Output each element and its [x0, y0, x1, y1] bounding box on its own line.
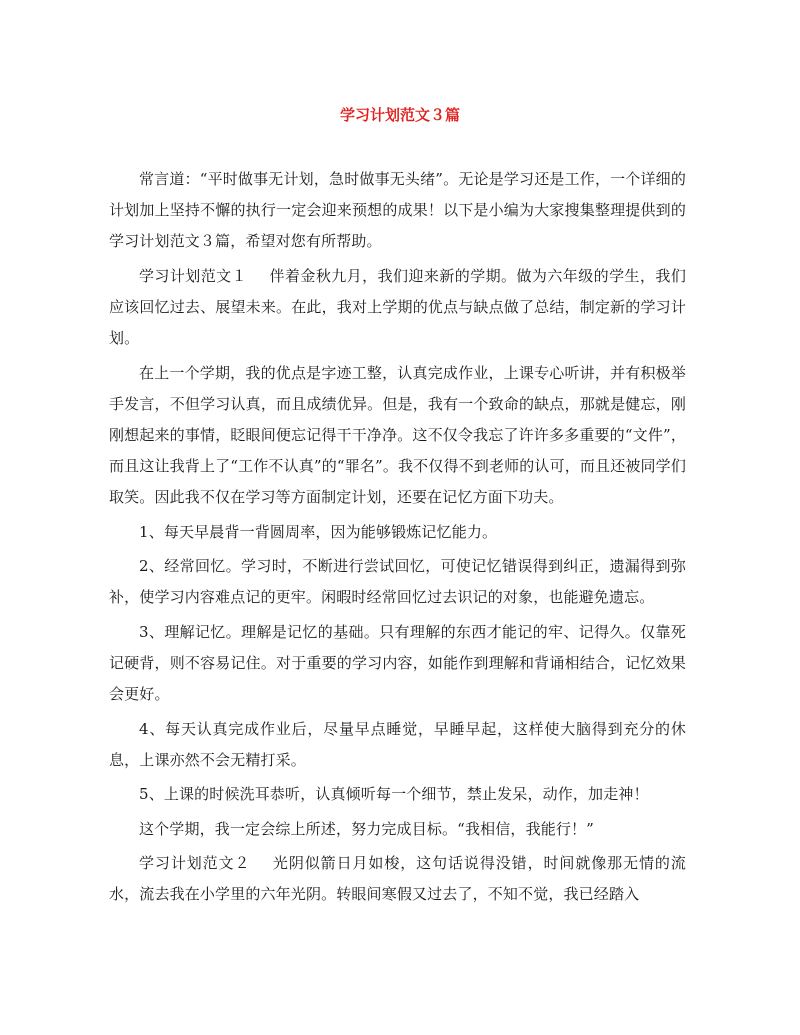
paragraph-conclusion [109, 814, 686, 845]
list-item-3 [109, 617, 686, 711]
paragraph-sample-2-intro [109, 848, 686, 910]
list-item-5 [109, 779, 686, 810]
paragraph-text: 5、上课的时候洗耳恭听，认真倾听每一个细节，禁止发呆，动作，加走神！ [139, 785, 649, 804]
paragraph-text: 在上一个学期，我的优点是字迹工整，认真完成作业，上课专心听讲，并有积极举手发言，不但学习认真，而且成绩优异。但是，我有一个致命的缺点，那就是健忘，刚刚想起来的事情，眨眼间便忘记得干干净净。这不仅令我忘了许许多多重要的“文件”，而且这让我背上了“工作不认真”的“罪名”。我不仅得不到老师的认可，而且还被同学们取笑。因此我不仅在学习等方面制定计划，还要在记忆方面下功夫。 [109, 363, 686, 507]
document-body [109, 164, 686, 914]
section-label: 学习计划范文２ [139, 853, 251, 872]
paragraph-text: 2、经常回忆。学习时，不断进行尝试回忆，可使记忆错误得到纠正，遗漏得到弥补，使学习内容难点记的更牢。闲暇时经常回忆过去识记的对象，也能避免遗忘。 [109, 557, 686, 607]
paragraph-intro [109, 164, 686, 258]
paragraph-sample-1-intro [109, 261, 686, 355]
document-title: 学习计划范文３篇 [339, 106, 460, 124]
list-item-2 [109, 551, 686, 613]
paragraph-text: 常言道：“平时做事无计划，急时做事无头绪”。无论是学习还是工作，一个详细的计划加上坚持不懈的执行一定会迎来预想的成果！以下是小编为大家搜集整理提供到的学习计划范文３篇，希望对您有所帮助。 [109, 170, 686, 251]
list-item-4 [109, 714, 686, 776]
paragraph-text: 3、理解记忆。理解是记忆的基础。只有理解的东西才能记的牢、记得久。仅靠死记硬背，则不容易记住。对于重要的学习内容，如能作到理解和背诵相结合，记忆效果会更好。 [109, 622, 686, 704]
paragraph-text: 这个学期，我一定会综上所述，努力完成目标。“我相信，我能行！” [139, 819, 594, 838]
section-label: 学习计划范文１ [139, 266, 248, 285]
list-item-1 [109, 517, 686, 548]
paragraph-text: 4、每天认真完成作业后，尽量早点睡觉，早睡早起，这样使大脑得到充分的休息，上课亦然不会无精打采。 [109, 719, 686, 769]
paragraph-text: 伴着金秋九月，我们迎来新的学期。做为六年级的学生，我们应该回忆过去、展望未来。在此，我对上学期的优点与缺点做了总结，制定新的学习计划。 [109, 266, 686, 348]
paragraph-reflection [109, 358, 686, 514]
paragraph-text: 1、每天早晨背一背圆周率，因为能够锻炼记忆能力。 [139, 522, 498, 541]
paragraph-text: 光阴似箭日月如梭，这句话说得没错，时间就像那无情的流水，流去我在小学里的六年光阴。转眼间寒假又过去了，不知不觉，我已经踏入 [109, 853, 686, 904]
